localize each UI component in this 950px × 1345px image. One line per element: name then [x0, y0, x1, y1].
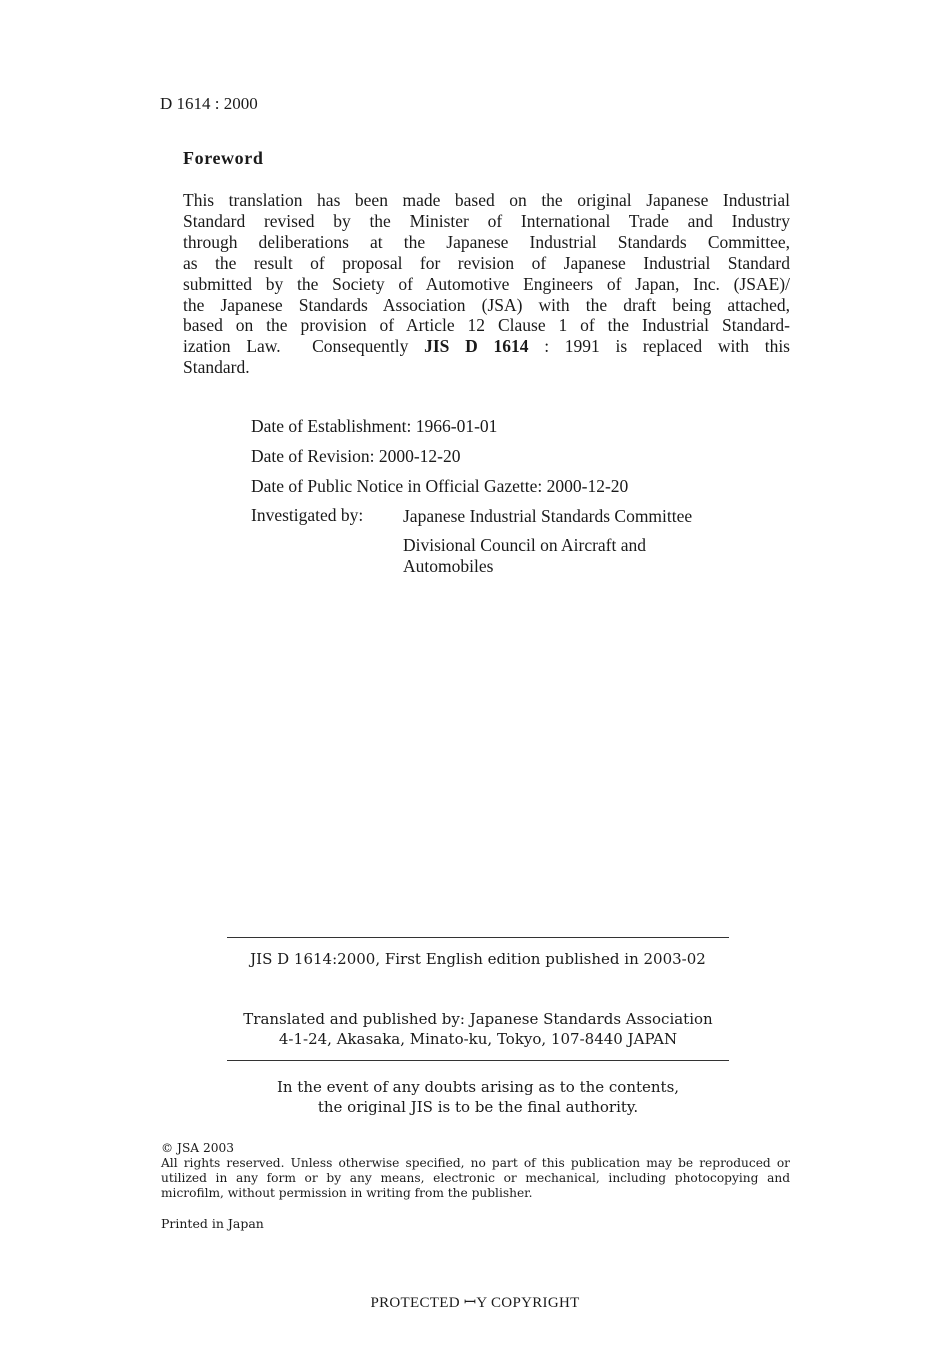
protected-by-copyright: PROTECTED ꟷY COPYRIGHT [370, 1295, 580, 1311]
divider-bottom [227, 1060, 729, 1061]
foreword-line: This translation has been made based on the original Japanese Industrial [183, 190, 790, 210]
authority-line: In the event of any doubts arising as to the contents, [276, 1078, 680, 1096]
date-of-revision: Date of Revision: 2000-12-20 [251, 446, 461, 466]
foreword-line: Standard. [183, 357, 250, 378]
foreword-line [183, 336, 790, 357]
foreword-heading: Foreword [183, 148, 264, 168]
authority-line: the original JIS is to be the final authority. [317, 1098, 639, 1116]
committee-name: Japanese Industrial Standards Committee [403, 506, 693, 526]
foreword-line: submitted by the Society of Automotive Engineers of Japan, Inc. (JSAE)/ [183, 273, 790, 294]
foreword-line: based on the provision of Article 12 Clause 1 of the Industrial Standard- [183, 315, 790, 336]
date-of-establishment: Date of Establishment: 1966-01-01 [251, 416, 498, 436]
dates-block [251, 415, 692, 577]
publisher-address: 4-1-24, Akasaka, Minato-ku, Tokyo, 107-8440 JAPAN [278, 1030, 678, 1048]
copyright-block [161, 1141, 790, 1201]
publisher-line: Translated and published by: Japanese Standards Association [243, 1010, 713, 1028]
date-of-public-notice: Date of Public Notice in Official Gazette: 2000-12-20 [251, 476, 629, 496]
investigated-value [403, 505, 692, 577]
council-name: Divisional Council on Aircraft and [403, 535, 647, 555]
foreword-line: Standard revised by the Minister of International Trade and Industry [183, 210, 790, 231]
document-code: D 1614 : 2000 [160, 94, 258, 113]
divider-top [227, 937, 729, 938]
copyright-notice: © JSA 2003 [161, 1141, 234, 1155]
foreword-text: ization Law. Consequently [183, 336, 425, 357]
printed-in: Printed in Japan [161, 1216, 264, 1231]
foreword-line: the Japanese Standards Association (JSA) with the draft being attached, [183, 294, 790, 315]
rights-statement: All rights reserved. Unless otherwise specified, no part of this publication may be reproduced or utilized in any form or by any means, electronic or mechanical, including photocopying and microfilm, without permission in writing from the publisher. [161, 1156, 790, 1200]
foreword-line: as the result of proposal for revision of Japanese Industrial Standard [183, 252, 790, 273]
investigated-label: Investigated by: [251, 505, 364, 525]
council-name-cont: Automobiles [403, 556, 494, 576]
publisher-block [227, 1009, 729, 1049]
authority-note [227, 1077, 729, 1117]
standard-reference: JIS D 1614 [424, 336, 529, 357]
edition-line: JIS D 1614:2000, First English edition published in 2003-02 [250, 950, 706, 968]
foreword-paragraph [183, 190, 790, 378]
investigated-by [251, 505, 692, 577]
foreword-line: through deliberations at the Japanese Industrial Standards Committee, [183, 231, 790, 252]
foreword-text: : 1991 is replaced with this [528, 336, 790, 357]
